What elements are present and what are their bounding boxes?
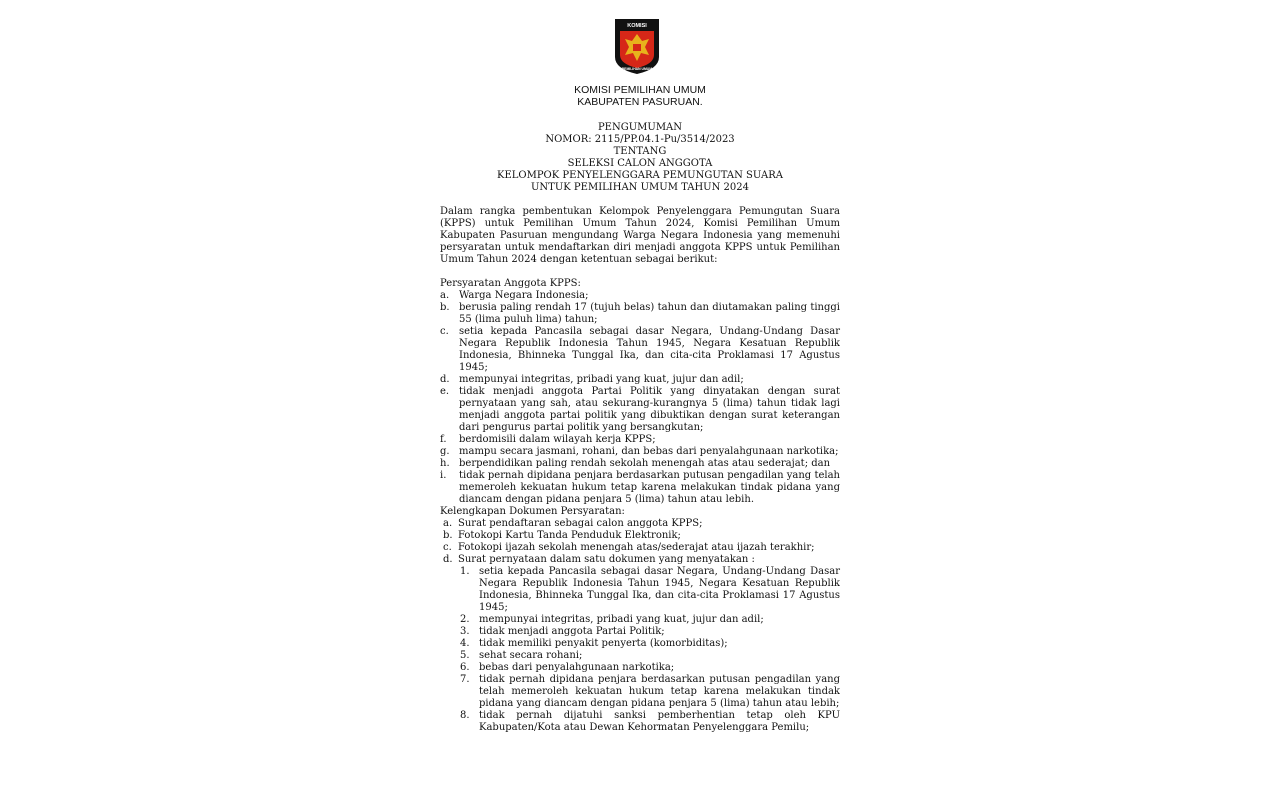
requirements-title: Persyaratan Anggota KPPS: xyxy=(440,278,581,289)
list-item xyxy=(440,554,840,566)
list-text: Warga Negara Indonesia; xyxy=(459,290,589,301)
list-text: Surat pernyataan dalam satu dokumen yang menyatakan : xyxy=(458,554,755,565)
list-item xyxy=(440,458,840,470)
list-item xyxy=(440,302,840,326)
list-marker: f. xyxy=(440,434,447,445)
list-item xyxy=(458,662,840,674)
list-text: Surat pendaftaran sebagai calon anggota KPPS; xyxy=(458,518,703,529)
list-item xyxy=(440,290,840,302)
list-marker: e. xyxy=(440,386,450,397)
kpu-logo-icon xyxy=(612,17,662,75)
list-marker: g. xyxy=(440,446,450,457)
list-item xyxy=(458,650,840,662)
list-marker: 3. xyxy=(460,626,470,637)
list-item xyxy=(458,710,840,734)
list-marker: b. xyxy=(440,302,450,313)
list-text: sehat secara rohani; xyxy=(479,650,583,661)
list-item xyxy=(440,446,840,458)
list-text: tidak pernah dijatuhi sanksi pemberhentian tetap oleh KPU Kabupaten/Kota atau Dewan Kehormatan Penyelenggara Pemilu; xyxy=(479,710,840,733)
list-item xyxy=(458,638,840,650)
list-text: tidak menjadi anggota Partai Politik; xyxy=(479,626,665,637)
list-item xyxy=(458,614,840,626)
list-item xyxy=(440,434,840,446)
list-marker: 7. xyxy=(460,674,470,685)
list-marker: h. xyxy=(440,458,450,469)
documents-title: Kelengkapan Dokumen Persyaratan: xyxy=(440,506,625,517)
list-marker: b. xyxy=(443,530,453,541)
list-marker: d. xyxy=(443,554,453,565)
announcement-title: PENGUMUMAN xyxy=(597,122,683,133)
list-item xyxy=(458,626,840,638)
list-item xyxy=(440,386,840,434)
list-text: berusia paling rendah 17 (tujuh belas) tahun dan diutamakan paling tinggi 55 (lima puluh lima) tahun; xyxy=(459,302,840,325)
list-item xyxy=(440,470,840,506)
list-marker: 1. xyxy=(460,566,470,577)
list-text: mempunyai integritas, pribadi yang kuat, jujur dan adil; xyxy=(479,614,764,625)
announcement-number: NOMOR: 2115/PP.04.1-Pu/3514/2023 xyxy=(545,134,735,145)
issuer-header xyxy=(440,84,840,108)
list-marker: 2. xyxy=(460,614,470,625)
list-item xyxy=(440,374,840,386)
list-item xyxy=(440,518,840,530)
list-marker: c. xyxy=(440,326,449,337)
announcement-subject-3: UNTUK PEMILIHAN UMUM TAHUN 2024 xyxy=(531,182,749,193)
list-text: setia kepada Pancasila sebagai dasar Negara, Undang-Undang Dasar Negara Republik Indonesia Tahun 1945, Negara Kesatuan Republik Indonesia, Bhinneka Tunggal Ika, dan cita-cita Proklamasi 17 Agustus 1945; xyxy=(459,326,840,373)
list-item xyxy=(458,674,840,710)
list-text: setia kepada Pancasila sebagai dasar Negara, Undang-Undang Dasar Negara Republik Indonesia Tahun 1945, Negara Kesatuan Republik Indonesia, Bhinneka Tunggal Ika, dan cita-cita Proklamasi 17 Agustus 1945; xyxy=(479,566,840,613)
intro-paragraph: Dalam rangka pembentukan Kelompok Penyelenggara Pemungutan Suara (KPPS) untuk Pemilihan Umum Tahun 2024, Komisi Pemilihan Umum Kabupaten Pasuruan mengundang Warga Negara Indonesia yang memenuhi persyaratan untuk mendaftarkan diri menjadi anggota KPPS untuk Pemilihan Umum Tahun 2024 dengan ketentuan sebagai berikut: xyxy=(440,206,840,265)
list-marker: a. xyxy=(440,290,450,301)
list-item xyxy=(458,566,840,614)
issuer-name: KOMISI PEMILIHAN UMUM xyxy=(574,84,706,96)
list-text: tidak memiliki penyakit penyerta (komorbiditas); xyxy=(479,638,728,649)
announcement-subject-1: SELEKSI CALON ANGGOTA xyxy=(567,158,713,169)
list-text: mempunyai integritas, pribadi yang kuat, jujur dan adil; xyxy=(459,374,744,385)
list-text: tidak pernah dipidana penjara berdasarkan putusan pengadilan yang telah memeroleh kekuatan hukum tetap karena melakukan tindak pidana yang diancam dengan pidana penjara 5 (lima) tahun atau lebih; xyxy=(479,674,840,709)
list-marker: 6. xyxy=(460,662,470,673)
list-text: tidak menjadi anggota Partai Politik yang dinyatakan dengan surat pernyataan yang sah, atau sekurang-kurangnya 5 (lima) tahun tidak lagi menjadi anggota partai politik yang dibuktikan dengan surat keterangan dari pengurus partai politik yang bersangkutan; xyxy=(459,386,840,433)
list-text: berdomisili dalam wilayah kerja KPPS; xyxy=(459,434,656,445)
announcement-subject-2: KELOMPOK PENYELENGGARA PEMUNGUTAN SUARA xyxy=(496,170,783,181)
list-marker: a. xyxy=(443,518,453,529)
announcement-about: TENTANG xyxy=(613,146,667,157)
list-marker: i. xyxy=(440,470,447,481)
requirements-list xyxy=(440,290,840,506)
list-text: tidak pernah dipidana penjara berdasarkan putusan pengadilan yang telah memeroleh kekuatan hukum tetap karena melakukan tindak pidana yang diancam dengan pidana penjara 5 (lima) tahun atau lebih. xyxy=(459,470,840,505)
statement-sublist xyxy=(458,566,840,734)
list-marker: 8. xyxy=(460,710,470,721)
list-text: mampu secara jasmani, rohani, dan bebas dari penyalahgunaan narkotika; xyxy=(459,446,839,457)
list-marker: c. xyxy=(443,542,452,553)
list-marker: d. xyxy=(440,374,450,385)
list-item xyxy=(440,326,840,374)
issuer-region: KABUPATEN PASURUAN. xyxy=(577,96,703,108)
list-item xyxy=(440,530,840,542)
list-marker: 4. xyxy=(460,638,470,649)
logo-top-text: KOMISI xyxy=(627,23,647,29)
list-text: berpendidikan paling rendah sekolah menengah atas atau sederajat; dan xyxy=(459,458,831,469)
logo-bottom-text: PEMILIHAN UMUM xyxy=(621,67,653,71)
documents-list xyxy=(440,518,840,566)
list-text: bebas dari penyalahgunaan narkotika; xyxy=(479,662,675,673)
list-item xyxy=(440,542,840,554)
announcement-heading xyxy=(440,122,840,194)
list-text: Fotokopi ijazah sekolah menengah atas/sederajat atau ijazah terakhir; xyxy=(458,542,815,553)
list-text: Fotokopi Kartu Tanda Penduduk Elektronik; xyxy=(458,530,681,541)
list-marker: 5. xyxy=(460,650,470,661)
